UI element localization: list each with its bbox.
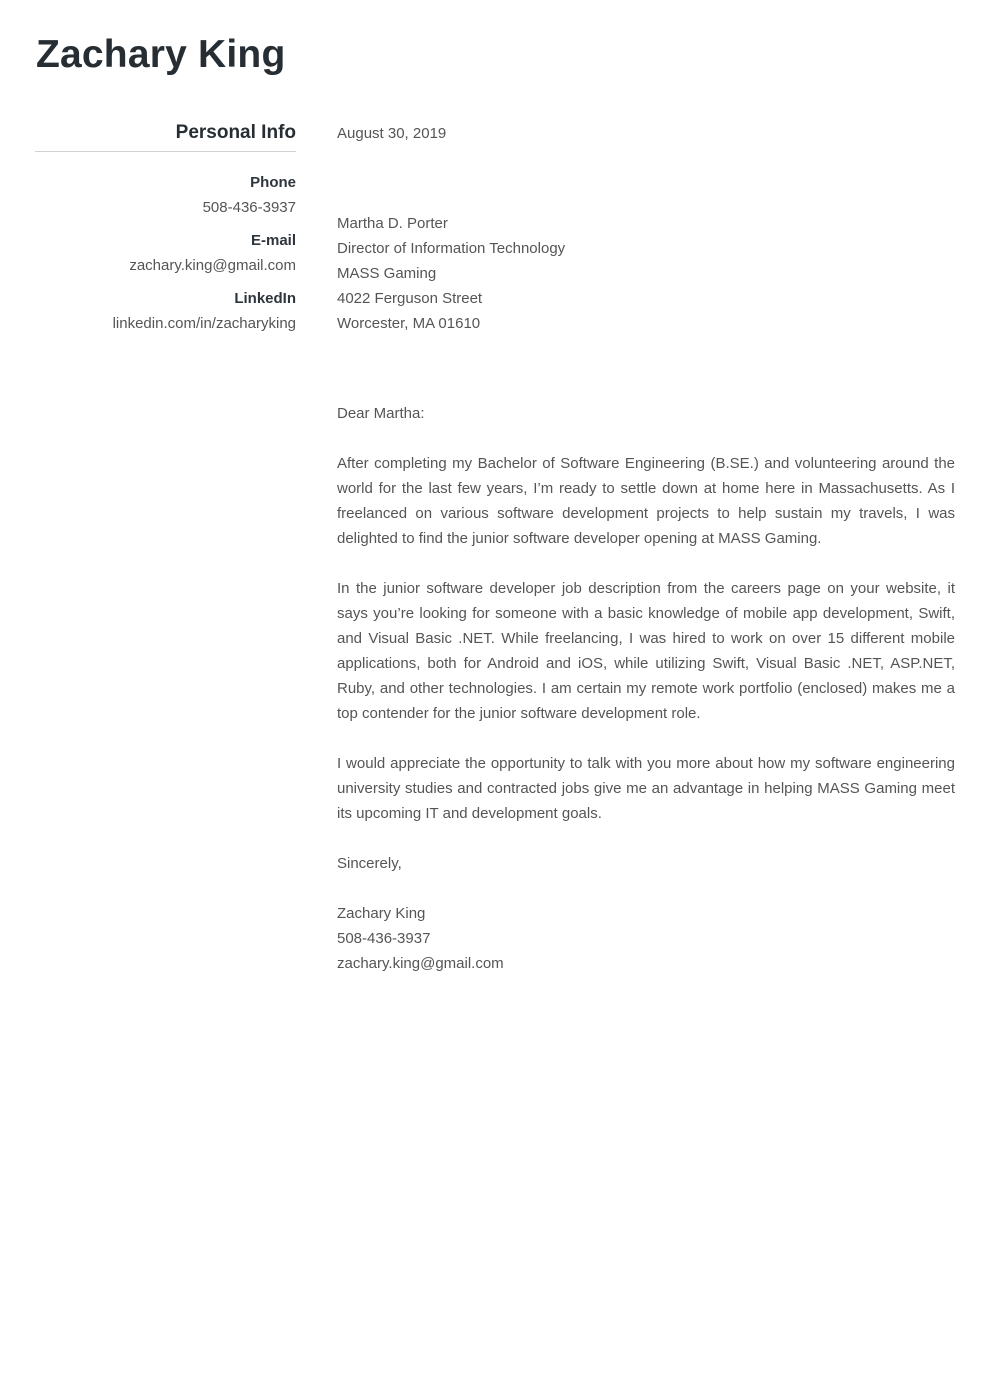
signature-phone: 508-436-3937 [337, 930, 431, 947]
closing: Sincerely, [337, 855, 402, 872]
letter-date: August 30, 2019 [337, 125, 447, 142]
signature-email: zachary.king@gmail.com [337, 955, 504, 972]
email-item [35, 231, 296, 276]
phone-label: Phone [250, 174, 296, 191]
letter-body [337, 121, 955, 976]
paragraph-experience: In the junior software developer job description from the careers page on your website, it says you’re looking for someone with a basic knowledge of mobile app development, Swift, and Visual Basic .NET. While freelancing, I was hired to work on over 15 different mobile applications, both for Android and iOS, while utilizing Swift, Visual Basic .NET, ASP.NET, Ruby, and other technologies. I am certain my remote work portfolio (enclosed) makes me a top contender for the junior software development role. [337, 580, 955, 722]
paragraph-call-to-action: I would appreciate the opportunity to talk with you more about how my software engineering university studies and contracted jobs give me an advantage in helping MASS Gaming meet its upcoming IT and development goals. [337, 755, 955, 822]
linkedin-item [35, 289, 296, 334]
salutation: Dear Martha: [337, 405, 425, 422]
recipient-company: MASS Gaming [337, 265, 437, 282]
paragraph-intro: After completing my Bachelor of Software Engineering (B.SE.) and volunteering around the world for the last few years, I’m ready to settle down at home here in Massachusetts. As I freelanced on various software development projects to help sustain my travels, I was delighted to find the junior software developer opening at MASS Gaming. [337, 455, 955, 547]
signature-block [337, 901, 955, 976]
recipient-name: Martha D. Porter [337, 215, 448, 232]
recipient-block [337, 211, 955, 336]
linkedin-label: LinkedIn [234, 290, 296, 307]
recipient-city: Worcester, MA 01610 [337, 315, 481, 332]
personal-info-sidebar [0, 121, 296, 976]
recipient-title: Director of Information Technology [337, 240, 566, 257]
phone-value: 508-436-3937 [202, 199, 296, 216]
personal-info-heading: Personal Info [35, 121, 296, 152]
linkedin-value: linkedin.com/in/zacharyking [112, 315, 296, 332]
signature-name: Zachary King [337, 905, 426, 922]
personal-info-list [35, 173, 296, 334]
applicant-name-title: Zachary King [36, 33, 286, 76]
email-label: E-mail [250, 232, 296, 249]
phone-item [35, 173, 296, 218]
email-value: zachary.king@gmail.com [129, 257, 296, 274]
recipient-street: 4022 Ferguson Street [337, 290, 483, 307]
letter-columns [0, 121, 990, 976]
